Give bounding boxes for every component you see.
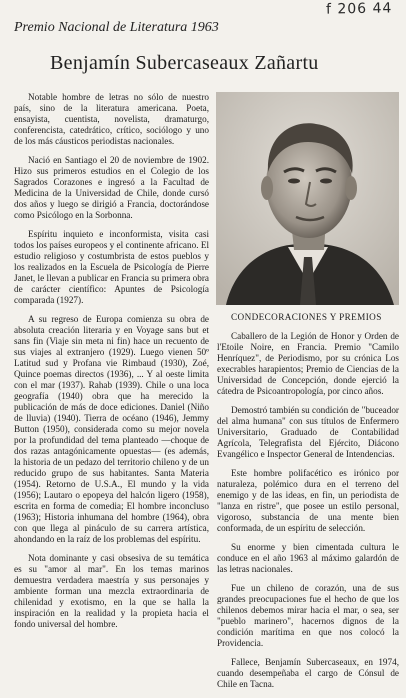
paragraph: Este hombre polifacético es irónico por naturaleza, polémico dura en el terreno del enemigo y de las ideas, en fin, un periodista de "lanza en ristre", que posee un estilo personal, vigoroso, substancia de una mente bien conformada, de un espíritu de selección. <box>217 468 399 533</box>
paragraph: Caballero de la Legión de Honor y Orden de l'Etoile Noire, en Francia. Premio "Camilo Henríquez", de Periodismo, por su crónica Los execrables harapientos; Premio de Ciencias de la Universidad de Concepción, donde ejerció la cátedra de Psicoantropología, por cinco años. <box>217 331 399 396</box>
portrait-photo <box>216 92 399 305</box>
left-column <box>14 92 209 638</box>
paragraph: A su regreso de Europa comienza su obra de absoluta creación literaria y en Voyage sans but et sans fin (Viaje sin meta ni fin) hace un recuento de sus viajes al extranjero (1929). Luego vienen 50º Latitud sud y Profana vie Rimbaud (1930), Zoé, Quince poemas directos (1936), ... Y al oeste limita con el mar (1937). Rahab (1939). Chile o una loca geografía (1940) obra que ha merecido la publicación de más de doce ediciones. Daniel (Niño de lluvia) (1940). Tierra de océano (1946), Jemmy Button (1950), considerada como su mejor novela por la profundidad del tema planteado —choque de dos razas antagónicamente opuestas— (es además, la historia de un pedazo del territorio chileno y de un reducido grupo de sus habitantes. Santa Materia (1954). Retorno de U.S.A., El mundo y la vida (1956); Lautaro o epopeya del halcón ligero (1958), escrita en forma de comedia; El hombre inconcluso (1963); Historia inhumana del hombre (1964), obra con que llega al pináculo de su carrera artística, ahondando en la raíz de los problemas del espíritu. <box>14 314 209 544</box>
paragraph: Fallece, Benjamín Subercaseaux, en 1974, cuando desempeñaba el cargo de Cónsul de Chile en Tacna. <box>217 657 399 689</box>
prize-heading: Premio Nacional de Literatura 1963 <box>14 20 219 35</box>
archive-number: f 206 44 <box>325 0 393 18</box>
paragraph: Fue un chileno de corazón, una de sus grandes preocupaciones fue el hecho de que los chilenos debemos mirar hacia el mar, o sea, ser "pueblo marinero", hacernos dignos de la condición marítima en que nos colocó la Providencia. <box>217 583 399 648</box>
paragraph: Espíritu inquieto e inconformista, visita casi todos los países europeos y el continente africano. El estudio religioso y costumbrista de estos pueblos y los realizados en la Escuela de Psicología de Pierre Janet, le llevan a publicar en Francia su primera obra de carácter científico: Apuntes de Psicología comparada (1927). <box>14 229 209 305</box>
paragraph: Nació en Santiago el 20 de noviembre de 1902. Hizo sus primeros estudios en el Colegio de los Sagrados Corazones e ingresó a la Facultad de Medicina de la Universidad de Chile, donde cursó dos años y luego se dirigió a Francia, doctorándose como Psicólogo en la Sorbonna. <box>14 155 209 220</box>
page-title: Benjamín Subercaseaux Zañartu <box>50 52 319 74</box>
paragraph: Su enorme y bien cimentada cultura le conduce en el año 1963 al máximo galardón de las letras nacionales. <box>217 542 399 574</box>
paragraph: Demostró también su condición de "buceador del alma humana" con sus títulos de Enfermero Universitario, Graduado de Contabilidad Agrícola, Telegrafista del Ejército, Diácono Evangélico e Inspector General de Intendencias. <box>217 405 399 459</box>
section-heading: CONDECORACIONES Y PREMIOS <box>231 312 382 322</box>
paragraph: Notable hombre de letras no sólo de nuestro país, sino de la literatura americana. Poeta, ensayista, cuentista, novelista, dramaturgo, conferencista, catedrático, crítico, sociólogo y uno de los más cáusticos periodistas nacionales. <box>14 92 209 146</box>
right-column <box>217 312 399 698</box>
paragraph: Nota dominante y casi obsesiva de su temática es su "amor al mar". En los temas marinos demuestra verdadera maestría y sus personajes y ambiente forman una mezcla extraordinaria de chilenidad y exotismo, en la que se halla la inspiración en la realidad y la propieta hacia el fondo universal del hombre. <box>14 553 209 629</box>
portrait-image <box>216 92 399 305</box>
